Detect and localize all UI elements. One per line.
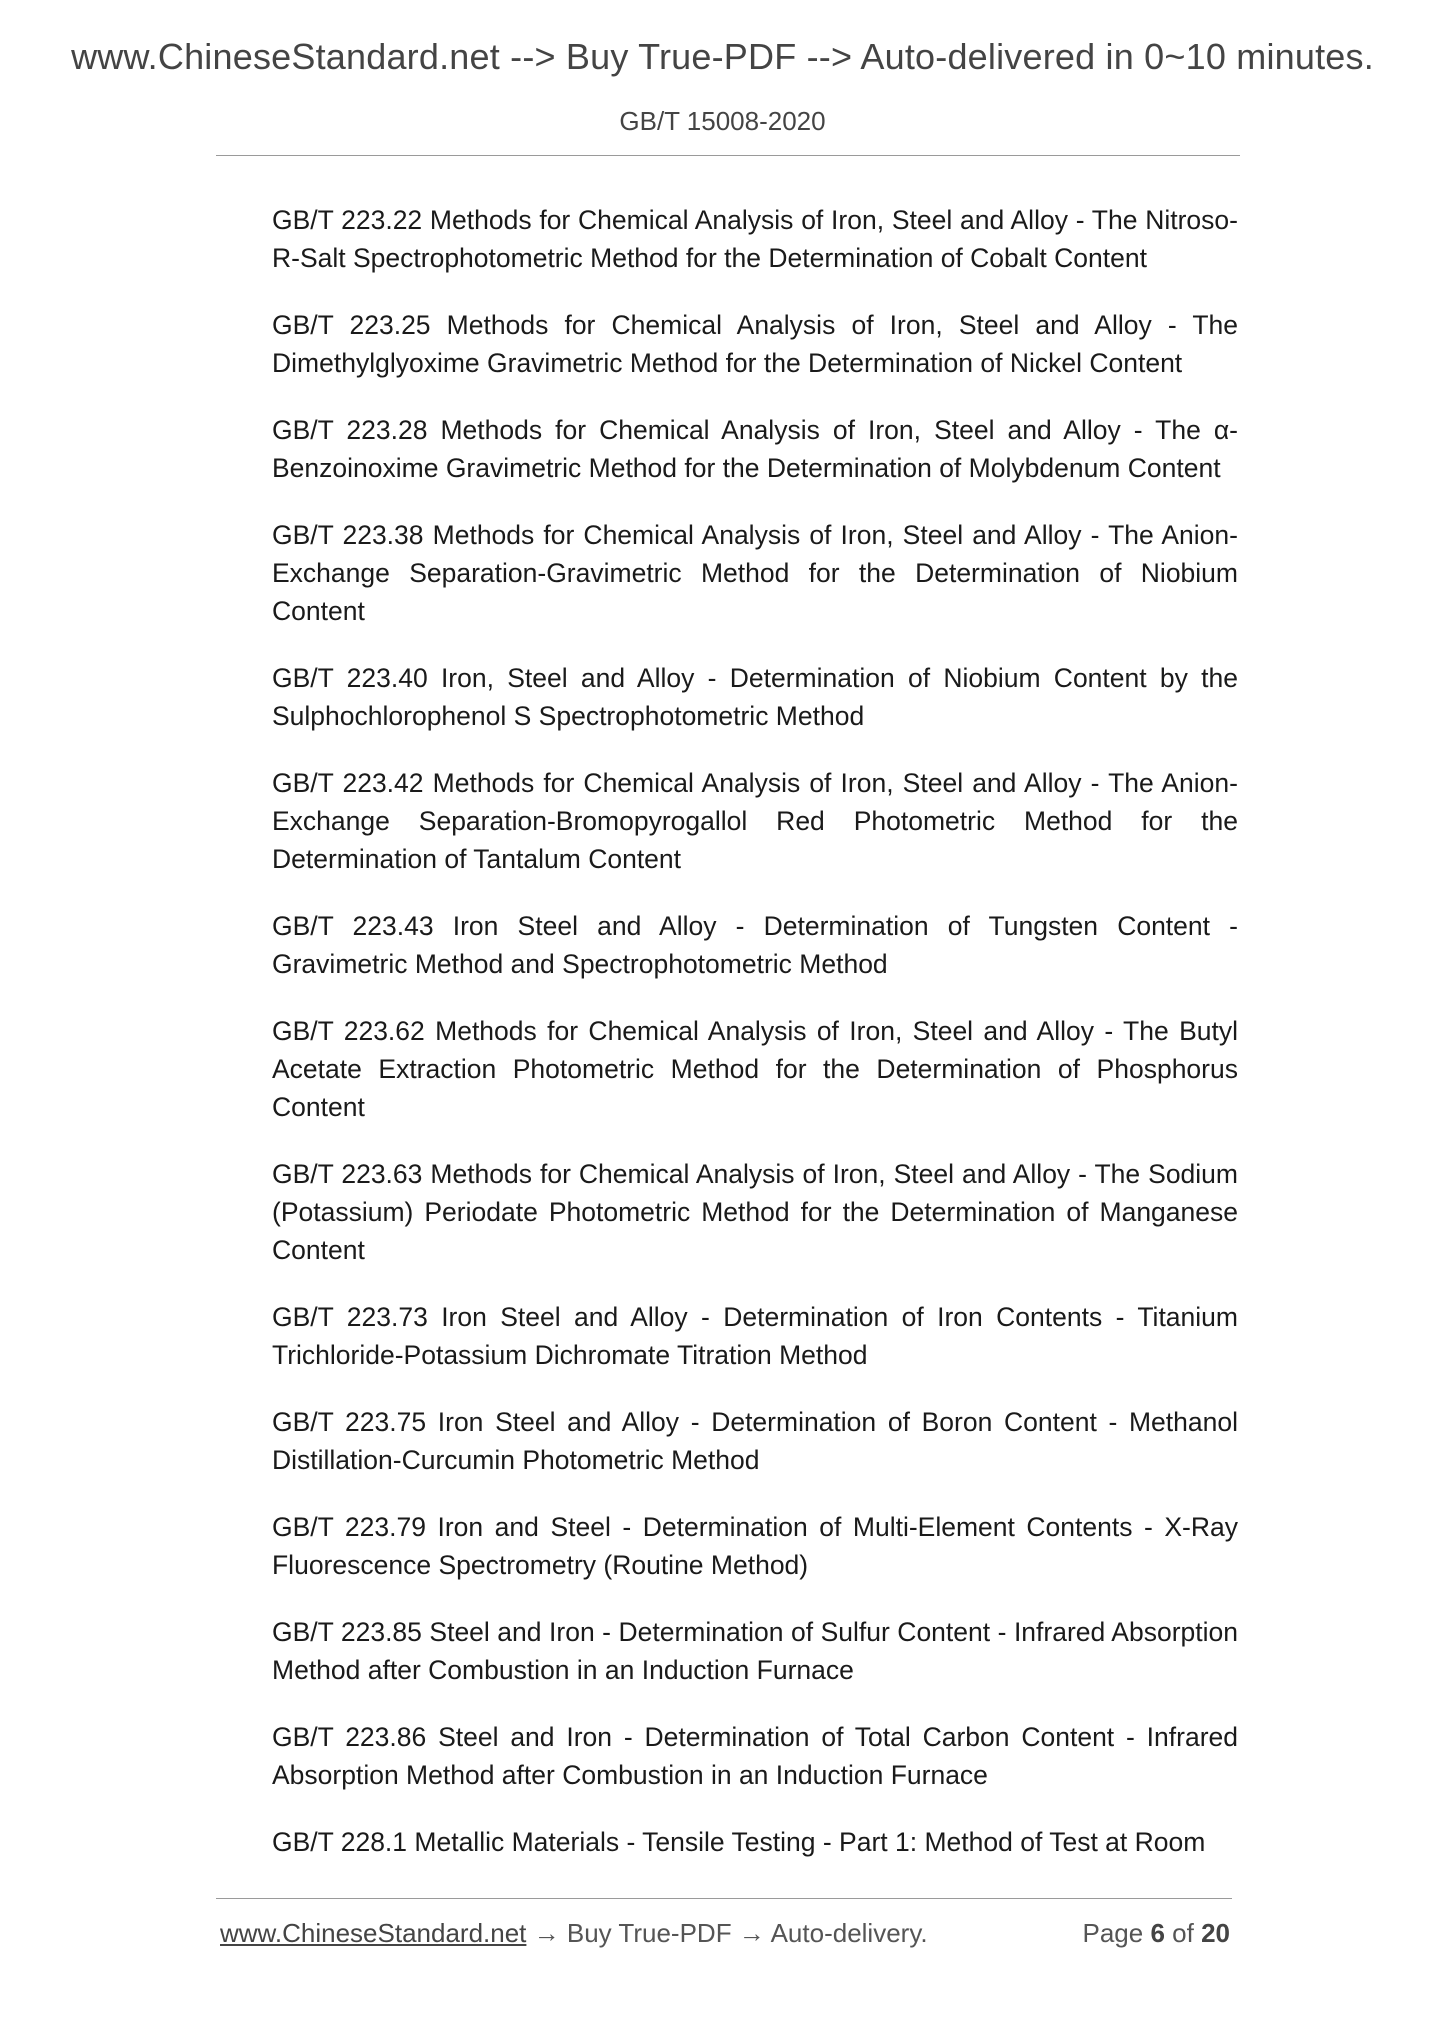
reference-entry: GB/T 223.75 Iron Steel and Alloy - Determination of Boron Content - Methanol Distillation-Curcumin Photometric Method (272, 1407, 1238, 1475)
reference-entry: GB/T 223.40 Iron, Steel and Alloy - Determination of Niobium Content by the Sulphochlorophenol S Spectrophotometric Method (272, 663, 1238, 731)
current-page-number: 6 (1150, 1918, 1165, 1948)
reference-list (272, 201, 1238, 1890)
reference-entry: GB/T 223.79 Iron and Steel - Determination of Multi-Element Contents - X-Ray Fluorescence Spectrometry (Routine Method) (272, 1512, 1238, 1580)
header-divider (216, 155, 1240, 156)
footer-left (220, 1918, 928, 1949)
footer-divider (216, 1898, 1232, 1899)
header-banner: www.ChineseStandard.net --> Buy True-PDF --> Auto-delivered in 0~10 minutes. (71, 36, 1374, 77)
of-label: of (1172, 1918, 1194, 1948)
total-pages-number: 20 (1201, 1918, 1230, 1948)
reference-entry: GB/T 223.25 Methods for Chemical Analysis of Iron, Steel and Alloy - The Dimethylglyoxime Gravimetric Method for the Determination of Nickel Content (272, 310, 1238, 378)
site-link[interactable]: www.ChineseStandard.net (220, 1918, 527, 1948)
reference-entry: GB/T 223.42 Methods for Chemical Analysis of Iron, Steel and Alloy - The Anion-Exchange Separation-Bromopyrogallol Red Photometric Method for the Determination of Tantalum Content (272, 768, 1238, 874)
reference-entry: GB/T 223.63 Methods for Chemical Analysis of Iron, Steel and Alloy - The Sodium (Potassium) Periodate Photometric Method for the Determination of Manganese Content (272, 1159, 1238, 1265)
footer-tagline: → Buy True-PDF → Auto-delivery. (533, 1918, 928, 1948)
reference-entry: GB/T 223.85 Steel and Iron - Determination of Sulfur Content - Infrared Absorption Method after Combustion in an Induction Furnace (272, 1617, 1238, 1685)
page-label: Page (1082, 1918, 1144, 1948)
reference-entry: GB/T 223.28 Methods for Chemical Analysis of Iron, Steel and Alloy - The α-Benzoinoxime Gravimetric Method for the Determination of Molybdenum Content (272, 415, 1238, 483)
document-code: GB/T 15008-2020 (619, 106, 826, 136)
reference-entry: GB/T 228.1 Metallic Materials - Tensile Testing - Part 1: Method of Test at Room (272, 1827, 1206, 1857)
reference-entry: GB/T 223.38 Methods for Chemical Analysis of Iron, Steel and Alloy - The Anion-Exchange Separation-Gravimetric Method for the Determination of Niobium Content (272, 520, 1238, 626)
reference-entry: GB/T 223.73 Iron Steel and Alloy - Determination of Iron Contents - Titanium Trichloride-Potassium Dichromate Titration Method (272, 1302, 1238, 1370)
reference-entry: GB/T 223.86 Steel and Iron - Determination of Total Carbon Content - Infrared Absorption Method after Combustion in an Induction Furnace (272, 1722, 1238, 1790)
page-indicator (1082, 1918, 1230, 1949)
reference-entry: GB/T 223.43 Iron Steel and Alloy - Determination of Tungsten Content - Gravimetric Method and Spectrophotometric Method (272, 911, 1238, 979)
reference-entry: GB/T 223.62 Methods for Chemical Analysis of Iron, Steel and Alloy - The Butyl Acetate Extraction Photometric Method for the Determination of Phosphorus Content (272, 1016, 1238, 1122)
reference-entry: GB/T 223.22 Methods for Chemical Analysis of Iron, Steel and Alloy - The Nitroso-R-Salt Spectrophotometric Method for the Determination of Cobalt Content (272, 205, 1238, 273)
